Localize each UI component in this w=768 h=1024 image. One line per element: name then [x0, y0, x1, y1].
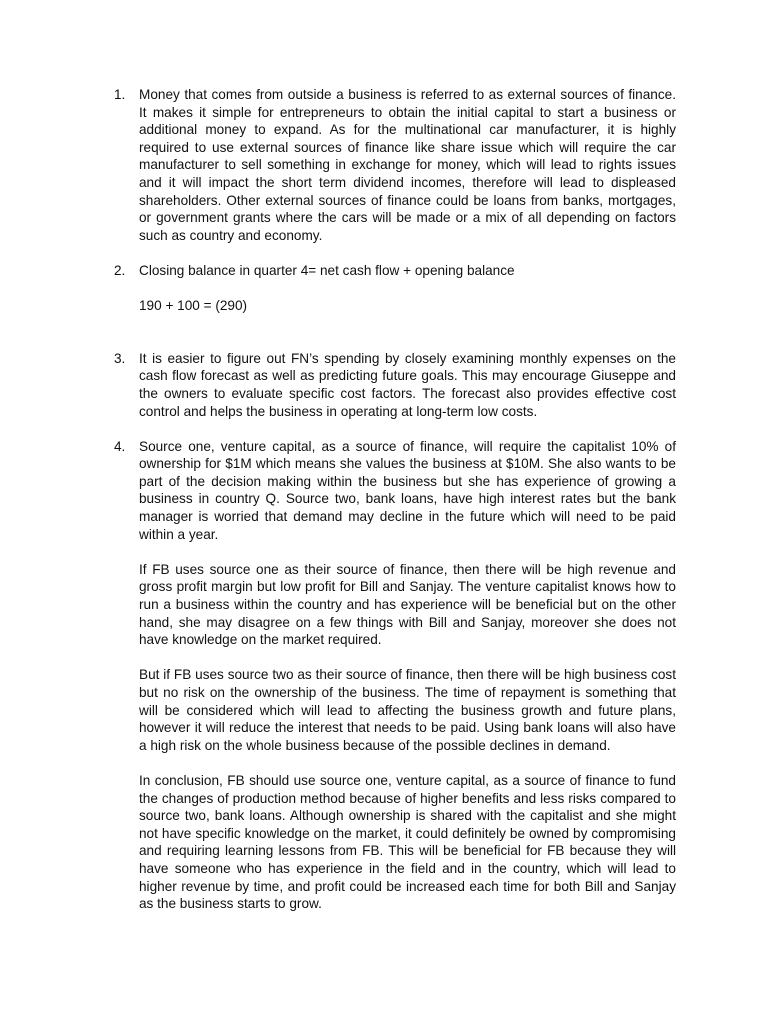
- item-4-paragraph-3: But if FB uses source two as their source of finance, then there will be high business cost but no risk on the ownership of the business. The time of repayment is something that will be considered which will lead to affecting the business growth and future plans, however it will reduce the interest that needs to be paid. Using bank loans will also have a high risk on the whole business because of the possible declines in demand.: [139, 667, 676, 753]
- item-number: 1.: [114, 87, 126, 102]
- item-number: 3.: [114, 350, 126, 366]
- item-1-paragraph-1: Money that comes from outside a business is referred to as external sources of finance. It makes it simple for entrepreneurs to obtain the initial capital to start a business or additional money to expand. As for the multinational car manufacturer, it is highly required to use external sources of finance like share issue which will require the car manufacturer to sell something in exchange for money, which will lead to rights issues and it will impact the short term dividend incomes, therefore will lead to displeased shareholders. Other external sources of finance could be loans from banks, mortgages, or government grants where the cars will be made or a mix of all depending on factors such as country and economy.: [139, 87, 676, 243]
- list-item-3: [114, 350, 676, 420]
- item-4-paragraph-4: In conclusion, FB should use source one, venture capital, as a source of finance to fund the changes of production method because of higher benefits and less risks compared to source two, bank loans. Although ownership is shared with the capitalist and she might not have specific knowledge on the market, it could definitely be owned by compromising and requiring learning lessons from FB. This will be beneficial for FB because they will have someone who has experience in the field and in the country, which will lead to higher revenue by time, and profit could be increased each time for both Bill and Sanjay as the business starts to grow.: [139, 772, 676, 912]
- item-number: 4.: [114, 438, 126, 454]
- item-2-calculation: 190 + 100 = (290): [139, 298, 248, 314]
- item-4-paragraph-1: Source one, venture capital, as a source of finance, will require the capitalist 10% of ownership for $1M which means she values the business at $10M. She also wants to be part of the decision making within the business but she has experience of growing a business in country Q. Source two, bank loans, have high interest rates but the bank manager is worried that demand may decline in the future which will need to be paid within a year.: [139, 438, 676, 542]
- list-item-4: [114, 438, 676, 913]
- answer-list: [114, 86, 676, 913]
- item-4-paragraph-2: If FB uses source one as their source of finance, then there will be high revenue and gross profit margin but low profit for Bill and Sanjay. The venture capitalist knows how to run a business within the country and has experience will be beneficial but on the other hand, she may disagree on a few things with Bill and Sanjay, moreover she does not have knowledge on the market required.: [139, 561, 676, 648]
- item-number: 2.: [114, 262, 126, 278]
- item-3-paragraph-1: It is easier to figure out FN’s spending by closely examining monthly expenses on the cash flow forecast as well as predicting future goals. This may encourage Giuseppe and the owners to evaluate specific cost factors. The forecast also provides effective cost control and helps the business in operating at long-term low costs.: [139, 350, 676, 419]
- list-item-1: [114, 86, 676, 244]
- list-item-2: [114, 262, 676, 315]
- item-2-paragraph-1: Closing balance in quarter 4= net cash flow + opening balance: [139, 262, 515, 278]
